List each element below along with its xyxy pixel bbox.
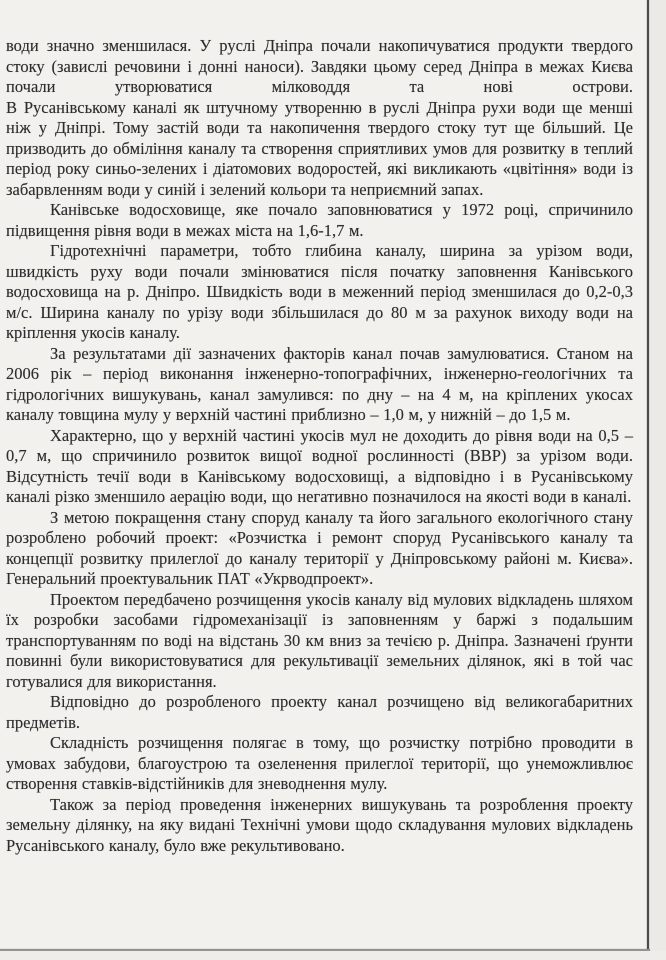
document-text-block (6, 36, 633, 856)
body-paragraph: Відповідно до розробленого проекту канал розчищено від великогабаритних предметів. (6, 692, 633, 732)
body-paragraph: Складність розчищення полягає в тому, що розчистку потрібно проводити в умовах забудови, благоустрою та озеленення прилеглої території, що унеможливлює створення ставків-відстійників для зневоднення мулу. (6, 733, 633, 793)
body-paragraph: В Русанівському каналі як штучному утворенню в руслі Дніпра рухи води ще менші ніж у Дніпрі. Тому застій води та накопичення твердого стоку тут ще більший. Це призводить до обміління каналу та створення сприятливих умов для розвитку в теплий період року синьо-зелених і діатомових водоростей, які викликають «цвітіння» води із забарвленням води у синій і зелений кольори та неприємний запах. (6, 97, 633, 199)
body-paragraph: води значно зменшилася. У руслі Дніпра почали накопичуватися продукти твердого стоку (завислі речовини і донні наноси). Завдяки цьому серед Дніпра в межах Києва почали утворюватися мілководдя та нові острови. (6, 36, 633, 96)
page-edge-vertical-line (647, 0, 649, 950)
body-paragraph: Також за період проведення інженерних вишукувань та розроблення проекту земельну ділянку, на яку видані Технічні умови щодо складування мулових відкладень Русанівського каналу, було вже рекультивовано. (6, 794, 633, 855)
body-paragraph: З метою покращення стану споруд каналу та його загального екологічного стану розроблено робочий проект: «Розчистка і ремонт споруд Русанівського каналу та концепції розвитку прилеглої до каналу території у Дніпровському районі м. Києва». Генеральний проектувальник ПАТ «Укрводпроект». (6, 507, 633, 588)
body-paragraph: Проектом передбачено розчищення укосів каналу від мулових відкладень шляхом їх розробки засобами гідромеханізації із заповненням у баржі з подальшим транспортуванням по воді на відстань 30 км вниз за течією р. Дніпра. Зазначені ґрунти повинні були використовуватися для рекультивації земельних ділянок, які в той час готувалися для використання. (6, 589, 633, 691)
body-paragraph: За результатами дії зазначених факторів канал почав замулюватися. Станом на 2006 рік – період виконання інженерно-топографічних, інженерно-геологічних та гідрологічних вишукувань, канал замулився: по дну – на 4 м, на кріплених укосах каналу товщина мулу у верхній частині приблизно – 1,0 м, у нижній – до 1,5 м. (6, 343, 633, 424)
body-paragraph: Канівське водосховище, яке почало заповнюватися у 1972 році, спричинило підвищення рівня води в межах міста на 1,6-1,7 м. (6, 200, 633, 240)
scan-margin-bottom (0, 951, 666, 960)
body-paragraph: Характерно, що у верхній частині укосів мул не доходить до рівня води на 0,5 – 0,7 м, що спричинило розвиток вищої водної рослинності (ВВР) за урізом води. Відсутність течії води в Канівському водосховищі, а відповідно і в Русанівському каналі різко зменшило аерацію води, що негативно позначилося на якості води в каналі. (6, 425, 633, 506)
body-paragraph: Гідротехнічні параметри, тобто глибина каналу, ширина за урізом води, швидкість руху води почали змінюватися після початку заповнення Канівського водосховища на р. Дніпро. Швидкість води в меженний період зменшилася до 0,2-0,3 м/с. Ширина каналу по урізу води збільшилася до 80 м за рахунок виходу води на кріплення укосів каналу. (6, 241, 633, 342)
scan-margin-right (650, 0, 666, 951)
